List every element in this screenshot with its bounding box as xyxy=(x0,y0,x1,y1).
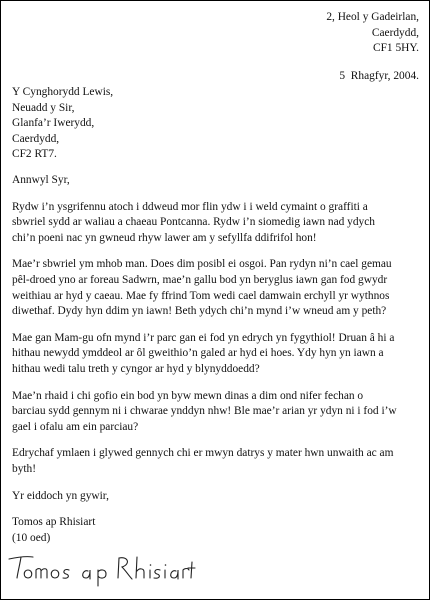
paragraph-parks xyxy=(12,389,420,436)
recipient-address-line: Neuadd y Sir, xyxy=(12,101,75,114)
paragraph-line: sbwriel sydd ar waliau a chaeau Pontcanna. Rydw i’n siomedig iawn nad ydych xyxy=(12,216,375,229)
paragraph-line: pêl-droed yno ar foreau Sadwrn, mae’n gallu bod yn beryglus iawn gan fod gwydr xyxy=(12,273,388,286)
paragraph-line: Mae’r sbwriel ym mhob man. Does dim posibl ei osgoi. Pan rydyn ni’n cael gemau xyxy=(12,258,392,271)
paragraph-graffiti xyxy=(12,200,420,247)
paragraph-line: gael i ofalu am ein parciau? xyxy=(12,420,139,433)
letter-date: 5 Rhagfyr, 2004. xyxy=(339,70,419,82)
recipient-address-line: Caerdydd, xyxy=(12,132,60,145)
sender-address-line: 2, Heol y Gadeirlan, xyxy=(326,11,419,23)
paragraph-line: hithau newydd ymddeol ar ôl gweithio’n galed ar hyd ei hoes. Ydy hyn yn iawn a xyxy=(12,347,384,360)
paragraph-line: Edrychaf ymlaen i glywed gennych chi er mwyn datrys y mater hwn unwaith ac am xyxy=(12,447,394,460)
closing: Yr eiddoch yn gywir, xyxy=(12,489,109,502)
letter-body xyxy=(12,173,420,546)
recipient-address-line: Glanfa’r Iwerydd, xyxy=(12,117,95,130)
recipient-address-line: Y Cynghorydd Lewis, xyxy=(12,86,114,98)
paragraph-line: byth! xyxy=(12,462,37,475)
recipient-address-line: CF2 RT7. xyxy=(12,148,57,161)
paragraph-line: diwethaf. Dydy hyn ddim yn iawn! Beth ydych chi’n mynd i’w wneud am y peth? xyxy=(12,305,387,318)
recipient-address xyxy=(12,85,113,163)
paragraph-grandmother xyxy=(12,331,420,378)
paragraph-line: Mae’n rhaid i chi gofio ein bod yn byw mewn dinas a dim ond nifer fechan o xyxy=(12,389,364,402)
paragraph-litter xyxy=(12,257,420,319)
signer-age: (10 oed) xyxy=(12,531,51,544)
signer-block xyxy=(12,515,420,546)
signer-name: Tomos ap Rhisiart xyxy=(12,516,96,529)
paragraph-line: weithiau ar hyd y caeau. Mae fy ffrind Tom wedi cael damwain erchyll yr wythnos xyxy=(12,289,390,302)
paragraph-line: Mae gan Mam-gu ofn mynd i’r parc gan ei fod yn edrych yn fygythiol! Druan â hi a xyxy=(12,331,395,344)
salutation: Annwyl Syr, xyxy=(12,174,70,186)
paragraph-line: hithau wedi talu treth y cyngor ar hyd y blynyddoedd? xyxy=(12,362,260,375)
paragraph-line: chi’n poeni nac yn gwneud rhyw lawer am y sefyllfa ddifrifol hon! xyxy=(12,231,317,244)
sender-address-line: Caerdydd, xyxy=(371,26,419,39)
paragraph-line: barciau sydd gennym ni i chwarae ynddyn nhw! Ble mae’r arian yr ydyn ni i fod i’w xyxy=(12,405,397,418)
sender-address-line: CF1 5HY. xyxy=(372,42,419,55)
sender-address xyxy=(326,10,419,57)
paragraph-line: Rydw i’n ysgrifennu atoch i ddweud mor flin ydw i i weld cymaint o graffiti a xyxy=(12,200,368,213)
paragraph-closing-request xyxy=(12,446,420,477)
handwritten-signature xyxy=(6,549,196,589)
